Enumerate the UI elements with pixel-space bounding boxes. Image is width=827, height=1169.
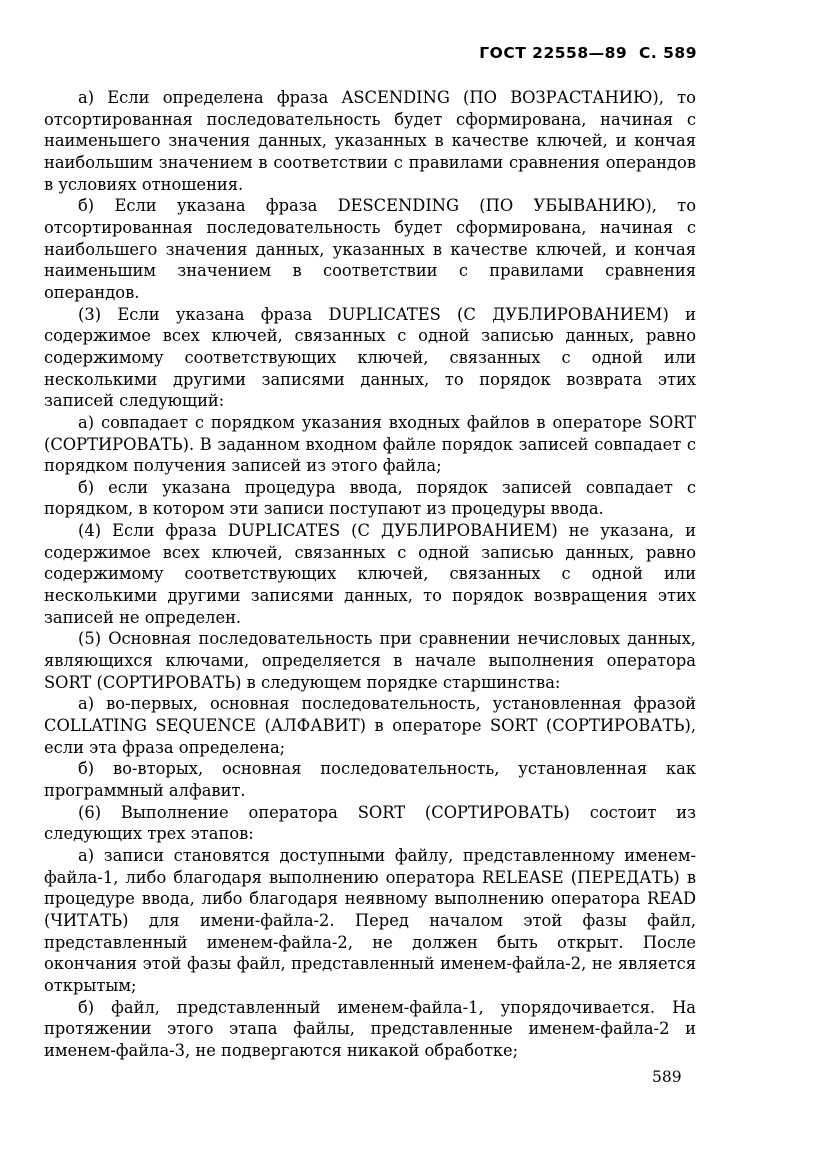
paragraph-descending: б) Если указана фраза DESCENDING (ПО УБЫВАНИЮ), то отсортированная последовательность будет сформирована, начиная с наибольшего значения данных, указанных в качестве ключей, и кончая наименьшим значением в соответствии с правилами сравнения операндов. (44, 196, 696, 302)
paragraph-rule-5b: б) во-вторых, основная последовательность, установленная как программный алфавит. (44, 759, 696, 800)
paragraph-rule-6a: а) записи становятся доступными файлу, представленному именем-файла-1, либо благодаря выполнению оператора RELEASE (ПЕРЕДАТЬ) в процедуре ввода, либо благодаря неявному выполнению оператора READ (ЧИТАТЬ) для имени-файла-2. Перед началом этой фазы файл, представленный именем-файла-2, не должен быть открыт. После окончания этой фазы файл, представленный именем-файла-2, не является открытым; (44, 845, 696, 995)
paragraph-rule-4: (4) Если фраза DUPLICATES (С ДУБЛИРОВАНИЕМ) не указана, и содержимое всех ключей, связанных с одной записью данных, равно содержимому соответствующих ключей, связанных с одной или несколькими другими записями данных, то порядок возвращения этих записей не определен. (44, 521, 696, 627)
page-body (44, 87, 696, 1062)
paragraph-rule-6b: б) файл, представленный именем-файла-1, упорядочивается. На протяжении этого этапа файлы, представленные именем-файла-2 и именем-файла-3, не подвергаются никакой обработке; (44, 997, 696, 1060)
page-number: 589 (652, 1068, 682, 1086)
paragraph-rule-5: (5) Основная последовательность при сравнении нечисловых данных, являющихся ключами, определяется в начале выполнения оператора SORT (СОРТИРОВАТЬ) в следующем порядке старшинства: (44, 629, 696, 692)
header-page-ref: С. 589 (638, 44, 697, 62)
standard-number: ГОСТ 22558—89 (479, 44, 628, 62)
paragraph-rule-3b: б) если указана процедура ввода, порядок записей совпадает с порядком, в котором эти записи поступают из процедуры ввода. (44, 477, 696, 519)
paragraph-rule-3a: а) совпадает с порядком указания входных файлов в операторе SORT (СОРТИРОВАТЬ). В заданном входном файле порядок записей совпадает с порядком получения записей из этого файла; (44, 412, 696, 476)
page-header (479, 44, 697, 62)
paragraph-rule-3: (3) Если указана фраза DUPLICATES (С ДУБЛИРОВАНИЕМ) и содержимое всех ключей, связанных с одной записью данных, равно содержимому соответствующих ключей, связанных с одной или несколькими другими записями данных, то порядок возврата этих записей следующий: (44, 304, 696, 411)
paragraph-ascending: а) Если определена фраза ASCENDING (ПО ВОЗРАСТАНИЮ), то отсортированная последовательность будет сформирована, начиная с наименьшего значения данных, указанных в качестве ключей, и кончая наибольшим значением в соответствии с правилами сравнения операндов в условиях отношения. (44, 88, 696, 194)
paragraph-rule-5a: а) во-первых, основная последовательность, установленная фразой COLLATING SEQUENCE (АЛФАВИТ) в операторе SORT (СОРТИРОВАТЬ), если эта фраза определена; (44, 694, 696, 757)
paragraph-rule-6: (6) Выполнение оператора SORT (СОРТИРОВАТЬ) состоит из следующих трех этапов: (44, 802, 696, 844)
